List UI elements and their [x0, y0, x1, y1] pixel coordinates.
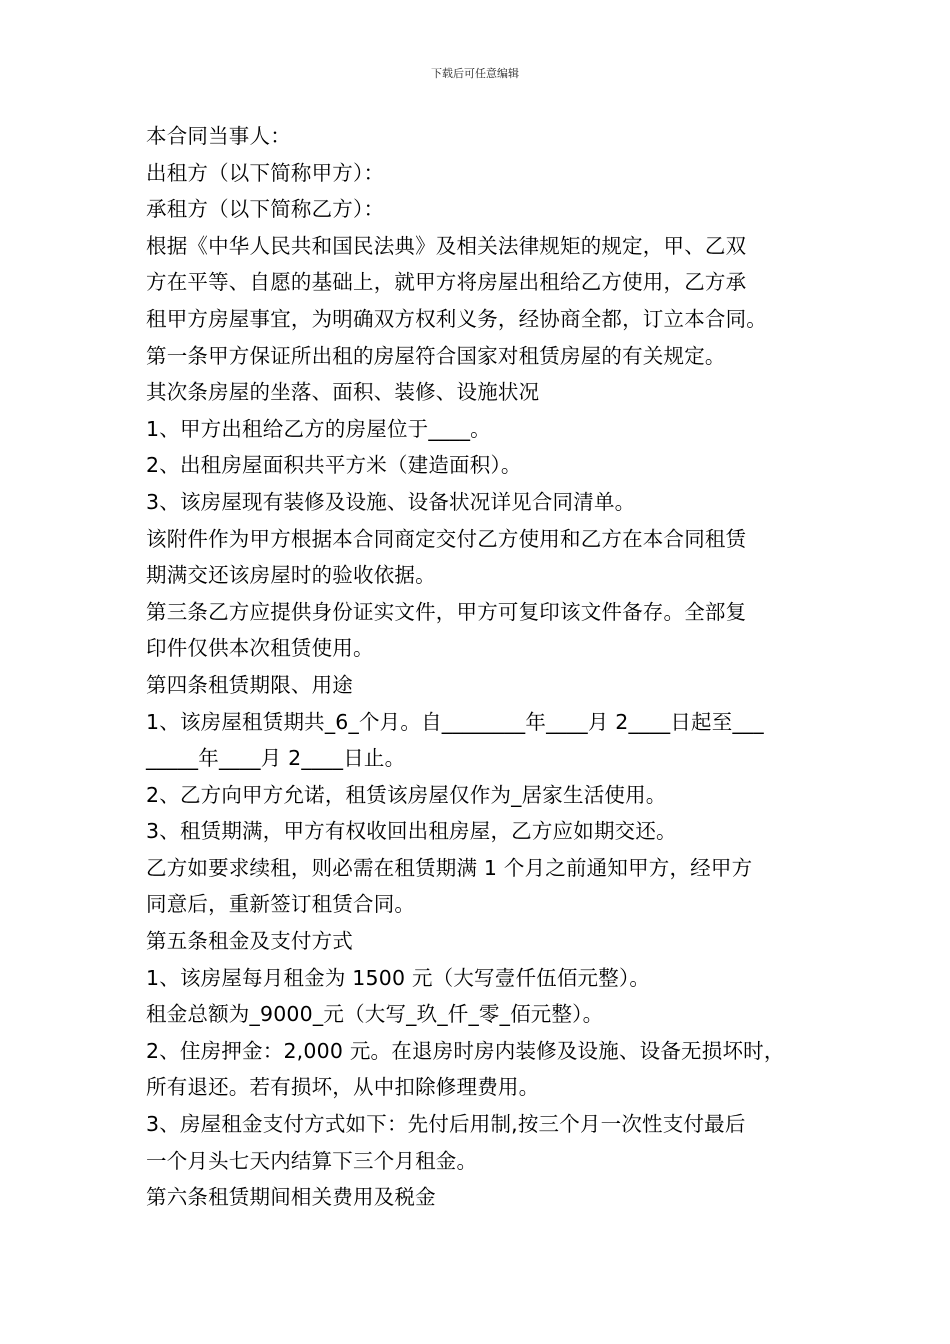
body-line: 2、住房押金：2,000 元。在退房时房内装修及设施、设备无损坏时，: [146, 1038, 785, 1063]
body-line: 租金总额为_9000_元（大写_玖_仟_零_佰元整）。: [146, 1002, 604, 1027]
body-line: 一个月头七天内结算下三个月租金。: [146, 1148, 478, 1173]
body-line: 第六条租赁期间相关费用及税金: [146, 1185, 436, 1210]
body-line: _____年____月 2____日止。: [146, 746, 406, 771]
body-line: 3、该房屋现有装修及设施、设备状况详见合同清单。: [146, 489, 636, 514]
body-line: 3、租赁期满，甲方有权收回出租房屋，乙方应如期交还。: [146, 819, 677, 844]
body-line: 承租方（以下简称乙方）：: [146, 197, 385, 222]
body-line: 其次条房屋的坐落、面积、装修、设施状况: [146, 380, 540, 405]
body-line: 该附件作为甲方根据本合同商定交付乙方使用和乙方在本合同租赁: [146, 526, 747, 551]
body-line: 第四条租赁期限、用途: [146, 672, 353, 697]
body-line: 方在平等、自愿的基础上，就甲方将房屋出租给乙方使用，乙方承: [146, 270, 747, 295]
body-line: 第五条租金及支付方式: [146, 929, 353, 954]
body-line: 1、甲方出租给乙方的房屋位于____。: [146, 416, 491, 441]
body-line: 第三条乙方应提供身份证实文件，甲方可复印该文件备存。全部复: [146, 599, 747, 624]
body-line: 根据《中华人民共和国民法典》及相关法律规矩的规定，甲、乙双: [146, 233, 747, 258]
body-line: 本合同当事人：: [146, 124, 291, 148]
body-line: 第一条甲方保证所出租的房屋符合国家对租赁房屋的有关规定。: [146, 343, 726, 368]
body-line: 1、该房屋租赁期共_6_个月。自________年____月 2____日起至___: [146, 709, 764, 734]
body-line: 2、出租房屋面积共平方米（建造面积）。: [146, 453, 522, 478]
contract-body: [146, 118, 836, 1216]
body-line: 出租方（以下简称甲方）：: [146, 160, 385, 185]
body-line: 期满交还该房屋时的验收依据。: [146, 563, 436, 588]
body-line: 3、房屋租金支付方式如下：先付后用制,按三个月一次性支付最后: [146, 1112, 746, 1137]
body-line: 2、乙方向甲方允诺，租赁该房屋仅作为_居家生活使用。: [146, 782, 667, 807]
page-header: 下载后可任意编辑: [431, 67, 519, 80]
body-line: 乙方如要求续租，则必需在租赁期满 1 个月之前通知甲方，经甲方: [146, 855, 753, 880]
body-line: 租甲方房屋事宜，为明确双方权利义务，经协商全都，订立本合同。: [146, 306, 767, 331]
body-line: 1、该房屋每月租金为 1500 元（大写壹仟伍佰元整）。: [146, 965, 651, 990]
body-line: 同意后，重新签订租赁合同。: [146, 892, 416, 917]
body-line: 所有退还。若有损坏，从中扣除修理费用。: [146, 1075, 540, 1100]
body-line: 印件仅供本次租赁使用。: [146, 636, 374, 661]
